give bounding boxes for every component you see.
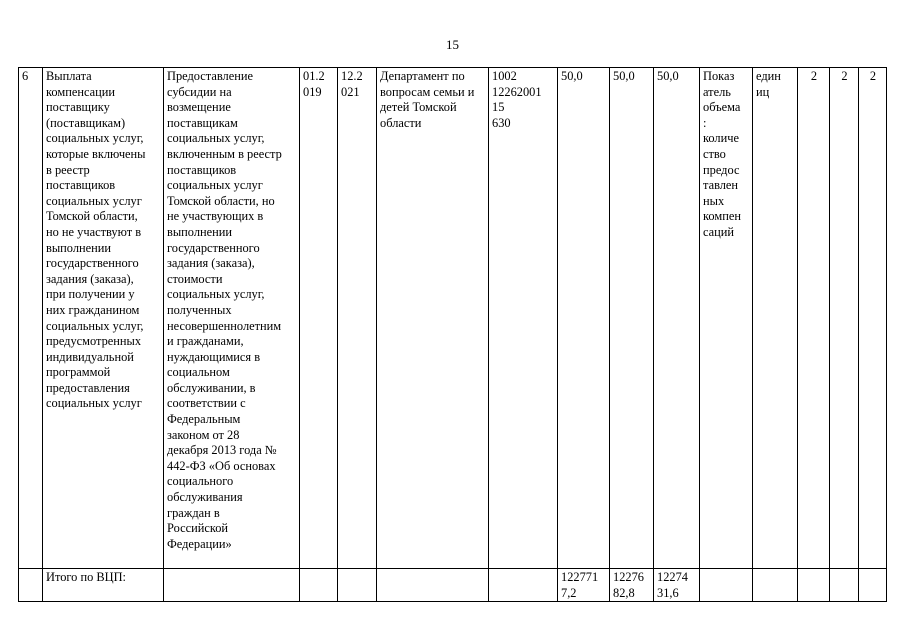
program-table xyxy=(18,67,887,602)
cell-funding-year-1: 50,0 xyxy=(558,68,610,569)
cell-start-date: 01.2 019 xyxy=(300,68,338,569)
cell-empty xyxy=(377,569,489,602)
cell-indicator-year-1: 2 xyxy=(798,68,830,569)
cell-empty xyxy=(338,569,377,602)
cell-activity-name: Выплата компенсации поставщику (поставщикам) социальных услуг, которые включены в реестр поставщиков социальных услуг Томской области, но не участвуют в выполнении государственного задания (заказа), при получении у них гражданином социальных услуг, предусмотренных индивидуальной программой предоставления социальных услуг xyxy=(43,68,164,569)
cell-empty xyxy=(700,569,753,602)
cell-total-year-3: 12274 31,6 xyxy=(654,569,700,602)
page-number: 15 xyxy=(446,37,459,52)
cell-executor: Департамент по вопросам семьи и детей Томской области xyxy=(377,68,489,569)
cell-row-number: 6 xyxy=(19,68,43,569)
cell-empty xyxy=(164,569,300,602)
table-row xyxy=(19,68,887,569)
cell-empty xyxy=(300,569,338,602)
cell-indicator-year-3: 2 xyxy=(859,68,887,569)
cell-activity-description: Предоставление субсидии на возмещение поставщикам социальных услуг, включенным в реестр поставщиков социальных услуг Томской области, но не участвующих в выполнении государственного задания (заказа), стоимости социальных услуг, полученных несовершеннолетним и гражданами, нуждающимися в социальном обслуживании, в соответствии с Федеральным законом от 28 декабря 2013 года № 442-ФЗ «Об основах социального обслуживания граждан в Российской Федерации» xyxy=(164,68,300,569)
cell-indicator-year-2: 2 xyxy=(830,68,859,569)
cell-budget-code: 1002 12262001 15 630 xyxy=(489,68,558,569)
cell-funding-year-2: 50,0 xyxy=(610,68,654,569)
cell-indicator: Показ атель объема : количе ство предос тавлен ных компен саций xyxy=(700,68,753,569)
cell-total-year-1: 122771 7,2 xyxy=(558,569,610,602)
cell-empty xyxy=(798,569,830,602)
cell-unit: един иц xyxy=(753,68,798,569)
cell-empty xyxy=(489,569,558,602)
cell-empty xyxy=(753,569,798,602)
cell-funding-year-3: 50,0 xyxy=(654,68,700,569)
cell-end-date: 12.2 021 xyxy=(338,68,377,569)
cell-empty xyxy=(19,569,43,602)
cell-empty xyxy=(830,569,859,602)
cell-total-year-2: 12276 82,8 xyxy=(610,569,654,602)
cell-empty xyxy=(859,569,887,602)
cell-total-label: Итого по ВЦП: xyxy=(43,569,164,602)
table-total-row xyxy=(19,569,887,602)
